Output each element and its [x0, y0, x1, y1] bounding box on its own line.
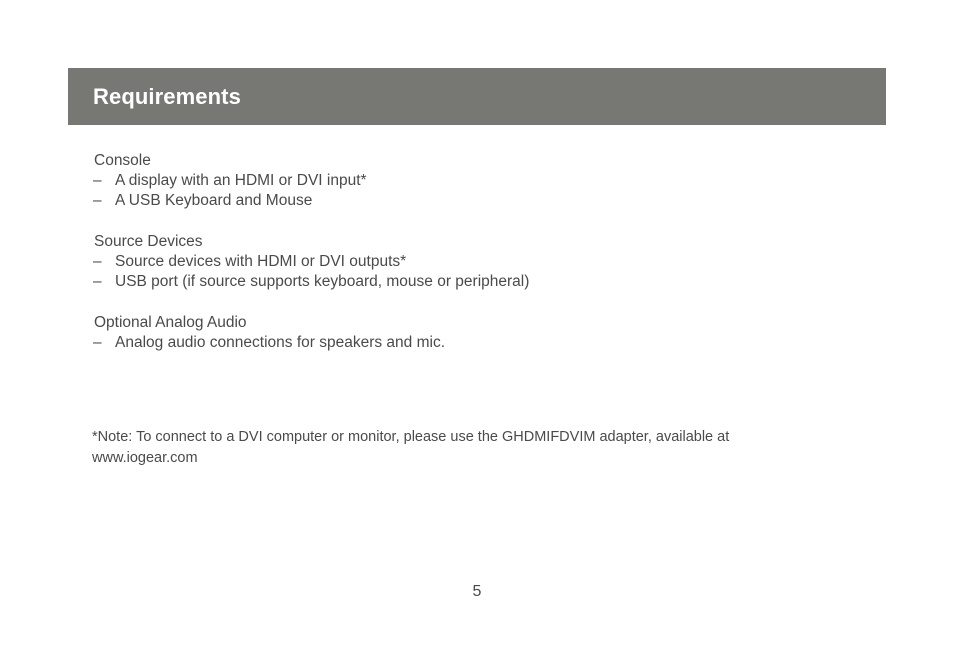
section-title: Source Devices [94, 232, 203, 250]
dash-bullet: – [93, 273, 102, 291]
list-item [93, 333, 874, 353]
footnote-line: *Note: To connect to a DVI computer or monitor, please use the GHDMIFDVIM adapter, available at [92, 429, 730, 445]
requirements-list [94, 333, 874, 353]
requirements-list [94, 171, 874, 211]
section-title: Console [94, 152, 151, 169]
list-item-text: Analog audio connections for speakers and mic. [115, 333, 446, 351]
dash-bullet: – [93, 333, 102, 351]
list-item [93, 272, 874, 292]
footnote [92, 427, 792, 468]
page-number: 5 [472, 583, 482, 600]
dash-bullet: – [93, 172, 102, 190]
requirements-list [94, 252, 874, 292]
section-optional-analog-audio [94, 313, 874, 353]
section-title: Optional Analog Audio [94, 313, 247, 331]
requirements-content [94, 151, 874, 373]
list-item-text: USB port (if source supports keyboard, mouse or peripheral) [115, 273, 530, 291]
list-item-text: A display with an HDMI or DVI input* [115, 172, 367, 190]
list-item-text: A USB Keyboard and Mouse [115, 192, 313, 210]
section-header-bar [68, 68, 886, 125]
list-item-text: Source devices with HDMI or DVI outputs* [115, 253, 407, 270]
list-item [93, 252, 874, 272]
section-console [94, 151, 874, 212]
list-item [93, 191, 874, 211]
footnote-link-text: www.iogear.com [92, 449, 198, 466]
section-source-devices [94, 232, 874, 293]
dash-bullet: – [93, 192, 102, 210]
page-title: Requirements [93, 83, 241, 109]
list-item [93, 171, 874, 191]
dash-bullet: – [93, 253, 102, 270]
